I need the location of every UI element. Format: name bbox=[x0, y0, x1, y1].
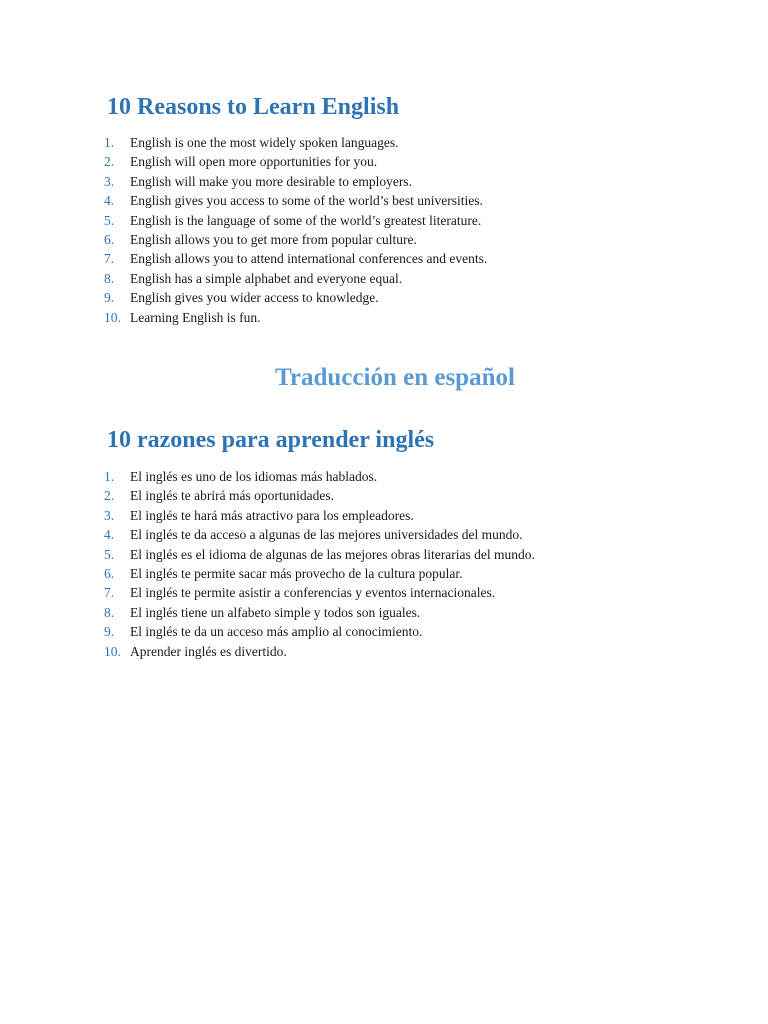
list-item-text: El inglés te da un acceso más amplio al conocimiento. bbox=[130, 624, 423, 640]
list-item-number: 10. bbox=[104, 643, 121, 659]
list-item-number: 5. bbox=[104, 212, 115, 228]
list-item-number: 9. bbox=[104, 624, 115, 640]
list-item bbox=[104, 525, 535, 544]
list-item-text: English has a simple alphabet and everyone equal. bbox=[130, 270, 403, 286]
list-item-number: 4. bbox=[104, 527, 115, 543]
list-item-number: 6. bbox=[104, 565, 115, 581]
list-item-number: 3. bbox=[104, 173, 115, 189]
list-item-text: El inglés te da acceso a algunas de las mejores universidades del mundo. bbox=[130, 527, 523, 543]
list-item-text: English is the language of some of the world’s greatest literature. bbox=[130, 212, 482, 228]
list-item-text: English is one the most widely spoken languages. bbox=[130, 135, 399, 150]
english-heading: 10 Reasons to Learn English bbox=[107, 94, 400, 120]
list-item bbox=[104, 622, 535, 641]
list-item bbox=[104, 269, 487, 288]
list-item bbox=[104, 486, 535, 505]
list-item-text: El inglés es el idioma de algunas de las mejores obras literarias del mundo. bbox=[130, 546, 535, 562]
list-item bbox=[104, 308, 487, 327]
list-item bbox=[104, 603, 535, 622]
list-item-number: 2. bbox=[104, 154, 115, 170]
list-item-number: 10. bbox=[104, 309, 121, 325]
list-item-text: El inglés te abrirá más oportunidades. bbox=[130, 488, 334, 504]
spanish-heading: 10 razones para aprender inglés bbox=[107, 427, 435, 453]
list-item bbox=[104, 506, 535, 525]
list-item-text: English gives you wider access to knowledge. bbox=[130, 290, 379, 306]
list-item-number: 8. bbox=[104, 604, 115, 620]
english-reasons-list bbox=[104, 133, 487, 327]
list-item bbox=[104, 172, 487, 191]
list-item bbox=[104, 564, 535, 583]
list-item-text: English will open more opportunities for you. bbox=[130, 154, 378, 170]
translation-subtitle: Traducción en español bbox=[275, 364, 515, 391]
list-item bbox=[104, 249, 487, 268]
list-item-text: El inglés te permite sacar más provecho de la cultura popular. bbox=[130, 565, 463, 581]
list-item-number: 5. bbox=[104, 546, 115, 562]
list-item-text: El inglés te permite asistir a conferencias y eventos internacionales. bbox=[130, 585, 496, 601]
list-item-text: English allows you to get more from popular culture. bbox=[130, 231, 417, 247]
list-item-number: 7. bbox=[104, 251, 115, 267]
list-item bbox=[104, 545, 535, 564]
list-item-number: 8. bbox=[104, 270, 115, 286]
list-item bbox=[104, 191, 487, 210]
list-item-number: 4. bbox=[104, 193, 115, 209]
list-item-number: 3. bbox=[104, 507, 115, 523]
list-item-number: 9. bbox=[104, 290, 115, 306]
list-item bbox=[104, 467, 535, 486]
list-item bbox=[104, 230, 487, 249]
list-item bbox=[104, 133, 487, 152]
spanish-reasons-list bbox=[104, 467, 535, 661]
list-item bbox=[104, 583, 535, 602]
list-item-number: 7. bbox=[104, 585, 115, 601]
list-item bbox=[104, 211, 487, 230]
list-item-number: 1. bbox=[104, 469, 115, 484]
list-item bbox=[104, 642, 535, 661]
list-item-number: 2. bbox=[104, 488, 115, 504]
list-item-text: Aprender inglés es divertido. bbox=[130, 643, 287, 659]
list-item bbox=[104, 152, 487, 171]
list-item-text: Learning English is fun. bbox=[130, 309, 261, 325]
list-item-text: English gives you access to some of the world’s best universities. bbox=[130, 193, 483, 209]
list-item-text: El inglés es uno de los idiomas más hablados. bbox=[130, 469, 378, 484]
list-item-number: 1. bbox=[104, 135, 115, 150]
list-item-text: English will make you more desirable to employers. bbox=[130, 173, 412, 189]
list-item-text: English allows you to attend international conferences and events. bbox=[130, 251, 488, 267]
list-item-text: El inglés tiene un alfabeto simple y todos son iguales. bbox=[130, 604, 421, 620]
list-item-number: 6. bbox=[104, 231, 115, 247]
list-item bbox=[104, 288, 487, 307]
list-item-text: El inglés te hará más atractivo para los empleadores. bbox=[130, 507, 414, 523]
